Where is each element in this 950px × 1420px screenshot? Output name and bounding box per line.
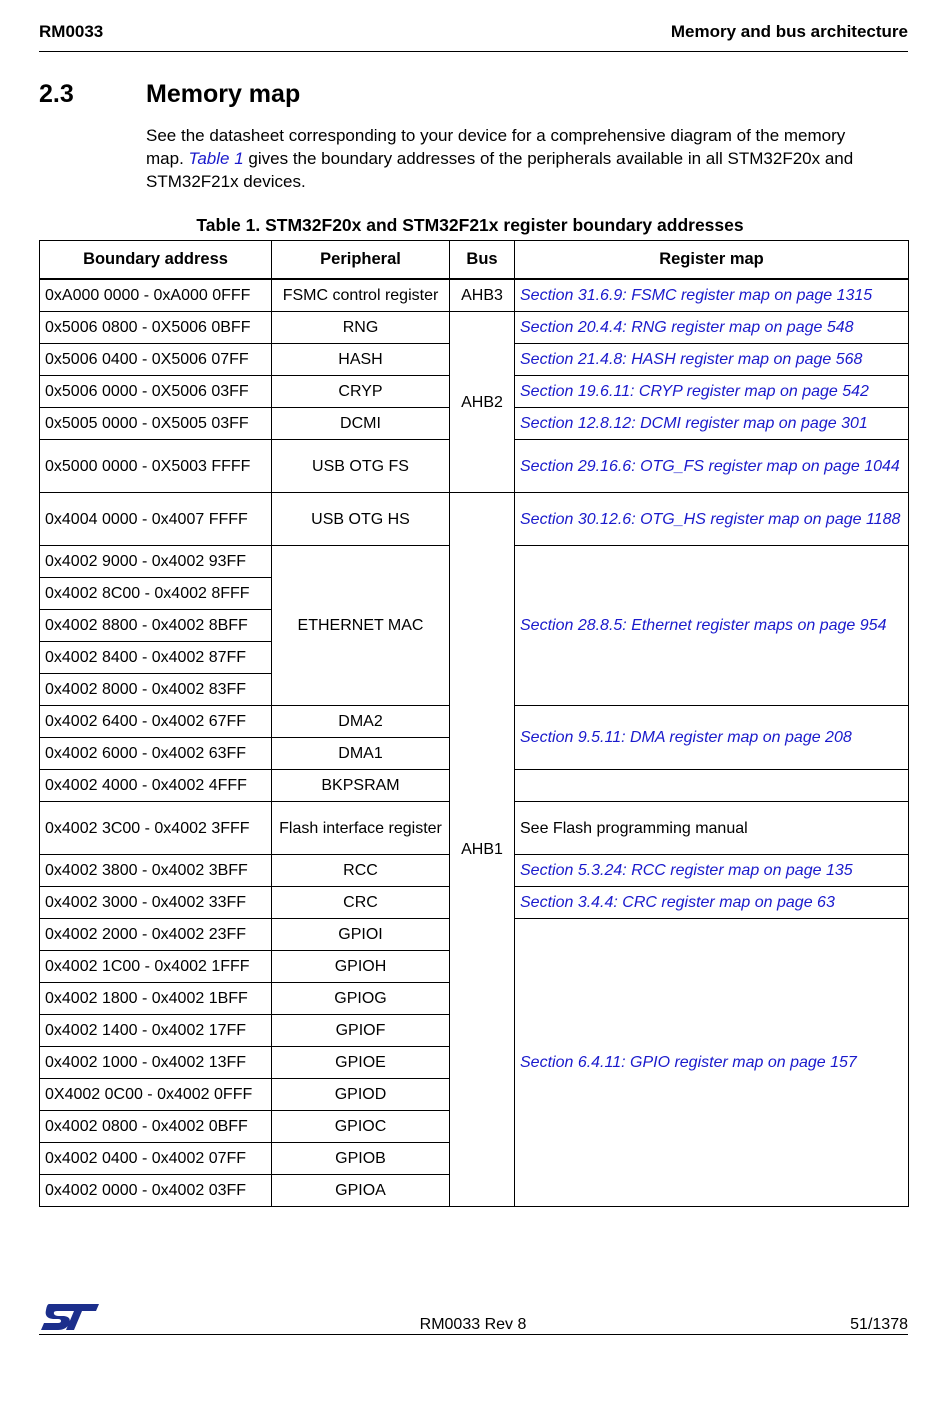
register-map-link[interactable]: Section 29.16.6: OTG_FS register map on page 1044 (515, 440, 909, 493)
header-divider (39, 51, 908, 52)
register-map-link[interactable]: Section 5.3.24: RCC register map on page 135 (515, 855, 909, 887)
register-map-link[interactable]: Section 21.4.8: HASH register map on page 568 (515, 344, 909, 376)
address-cell: 0x4002 0400 - 0x4002 07FF (40, 1143, 272, 1175)
register-map-link[interactable]: Section 28.8.5: Ethernet register maps on page 954 (515, 546, 909, 706)
footer-divider (39, 1334, 908, 1335)
address-cell: 0x5006 0400 - 0X5006 07FF (40, 344, 272, 376)
header-chapter-title: Memory and bus architecture (670, 22, 908, 41)
address-cell: 0x4002 1C00 - 0x4002 1FFF (40, 951, 272, 983)
peripheral-cell: DMA2 (272, 706, 450, 738)
peripheral-cell: DMA1 (272, 738, 450, 770)
bus-cell: AHB1 (450, 493, 515, 1207)
intro-paragraph (146, 124, 886, 193)
section-title: Memory map (146, 80, 301, 108)
register-map-link[interactable]: Section 6.4.11: GPIO register map on page 157 (515, 919, 909, 1207)
peripheral-cell: Flash interface register (272, 802, 450, 855)
table-reference-link[interactable]: Table 1 (188, 149, 244, 168)
footer-revision: RM0033 Rev 8 (419, 1316, 527, 1333)
intro-text: gives the boundary addresses of the peripherals available in all STM32F20x and STM32F21x devices. (146, 149, 854, 191)
peripheral-cell: GPIOD (272, 1079, 450, 1111)
section-number: 2.3 (39, 80, 74, 108)
peripheral-cell: GPIOF (272, 1015, 450, 1047)
address-cell: 0x4002 1000 - 0x4002 13FF (40, 1047, 272, 1079)
address-cell: 0x4002 1400 - 0x4002 17FF (40, 1015, 272, 1047)
address-cell: 0x4002 8C00 - 0x4002 8FFF (40, 578, 272, 610)
register-map-link[interactable]: Section 30.12.6: OTG_HS register map on page 1188 (515, 493, 909, 546)
address-cell: 0x4002 3000 - 0x4002 33FF (40, 887, 272, 919)
address-cell: 0x4002 4000 - 0x4002 4FFF (40, 770, 272, 802)
address-cell: 0xA000 0000 - 0xA000 0FFF (40, 279, 272, 312)
address-cell: 0x4002 2000 - 0x4002 23FF (40, 919, 272, 951)
peripheral-cell: GPIOG (272, 983, 450, 1015)
address-cell: 0x5006 0800 - 0X5006 0BFF (40, 312, 272, 344)
address-cell: 0x5005 0000 - 0X5005 03FF (40, 408, 272, 440)
address-cell: 0x4002 6400 - 0x4002 67FF (40, 706, 272, 738)
peripheral-cell: FSMC control register (272, 279, 450, 312)
peripheral-cell: GPIOH (272, 951, 450, 983)
register-map-link[interactable]: Section 31.6.9: FSMC register map on page 1315 (515, 279, 909, 312)
address-cell: 0x5006 0000 - 0X5006 03FF (40, 376, 272, 408)
address-cell: 0x4002 8000 - 0x4002 83FF (40, 674, 272, 706)
address-cell: 0x5000 0000 - 0X5003 FFFF (40, 440, 272, 493)
bus-cell: AHB2 (450, 312, 515, 493)
peripheral-cell: RNG (272, 312, 450, 344)
address-cell: 0x4002 1800 - 0x4002 1BFF (40, 983, 272, 1015)
peripheral-cell: USB OTG HS (272, 493, 450, 546)
peripheral-cell: USB OTG FS (272, 440, 450, 493)
peripheral-cell: DCMI (272, 408, 450, 440)
address-cell: 0x4004 0000 - 0x4007 FFFF (40, 493, 272, 546)
column-header: Peripheral (272, 241, 450, 280)
column-header: Register map (515, 241, 909, 280)
peripheral-cell: GPIOE (272, 1047, 450, 1079)
register-map-link[interactable]: Section 3.4.4: CRC register map on page 63 (515, 887, 909, 919)
address-cell: 0x4002 6000 - 0x4002 63FF (40, 738, 272, 770)
table-row (40, 312, 909, 344)
peripheral-cell: HASH (272, 344, 450, 376)
intro-text: See the datasheet corresponding to your device for a comprehensive diagram of the memory map. (146, 126, 846, 168)
register-boundary-table (39, 240, 909, 1207)
table-row (40, 493, 909, 546)
peripheral-cell: GPIOI (272, 919, 450, 951)
address-cell: 0x4002 9000 - 0x4002 93FF (40, 546, 272, 578)
table-row (40, 279, 909, 312)
peripheral-cell: GPIOA (272, 1175, 450, 1207)
header-doc-id: RM0033 (39, 22, 104, 41)
register-map-link[interactable]: Section 19.6.11: CRYP register map on page 542 (515, 376, 909, 408)
register-map-link[interactable]: Section 9.5.11: DMA register map on page 208 (515, 706, 909, 770)
peripheral-cell: BKPSRAM (272, 770, 450, 802)
address-cell: 0x4002 8800 - 0x4002 8BFF (40, 610, 272, 642)
peripheral-cell: CRC (272, 887, 450, 919)
table-header-row (40, 241, 909, 280)
register-map-link[interactable]: Section 12.8.12: DCMI register map on page 301 (515, 408, 909, 440)
address-cell: 0x4002 3800 - 0x4002 3BFF (40, 855, 272, 887)
address-cell: 0x4002 3C00 - 0x4002 3FFF (40, 802, 272, 855)
peripheral-cell: ETHERNET MAC (272, 546, 450, 706)
bus-cell: AHB3 (450, 279, 515, 312)
address-cell: 0X4002 0C00 - 0x4002 0FFF (40, 1079, 272, 1111)
address-cell: 0x4002 0800 - 0x4002 0BFF (40, 1111, 272, 1143)
register-map-cell: See Flash programming manual (515, 802, 909, 855)
address-cell: 0x4002 8400 - 0x4002 87FF (40, 642, 272, 674)
peripheral-cell: RCC (272, 855, 450, 887)
register-map-link[interactable]: Section 20.4.4: RNG register map on page 548 (515, 312, 909, 344)
peripheral-cell: CRYP (272, 376, 450, 408)
table-caption: Table 1. STM32F20x and STM32F21x register boundary addresses (196, 215, 744, 235)
column-header: Bus (450, 241, 515, 280)
footer-page-number: 51/1378 (850, 1316, 908, 1333)
peripheral-cell: GPIOC (272, 1111, 450, 1143)
address-cell: 0x4002 0000 - 0x4002 03FF (40, 1175, 272, 1207)
peripheral-cell: GPIOB (272, 1143, 450, 1175)
register-map-cell (515, 770, 909, 802)
column-header: Boundary address (40, 241, 272, 280)
